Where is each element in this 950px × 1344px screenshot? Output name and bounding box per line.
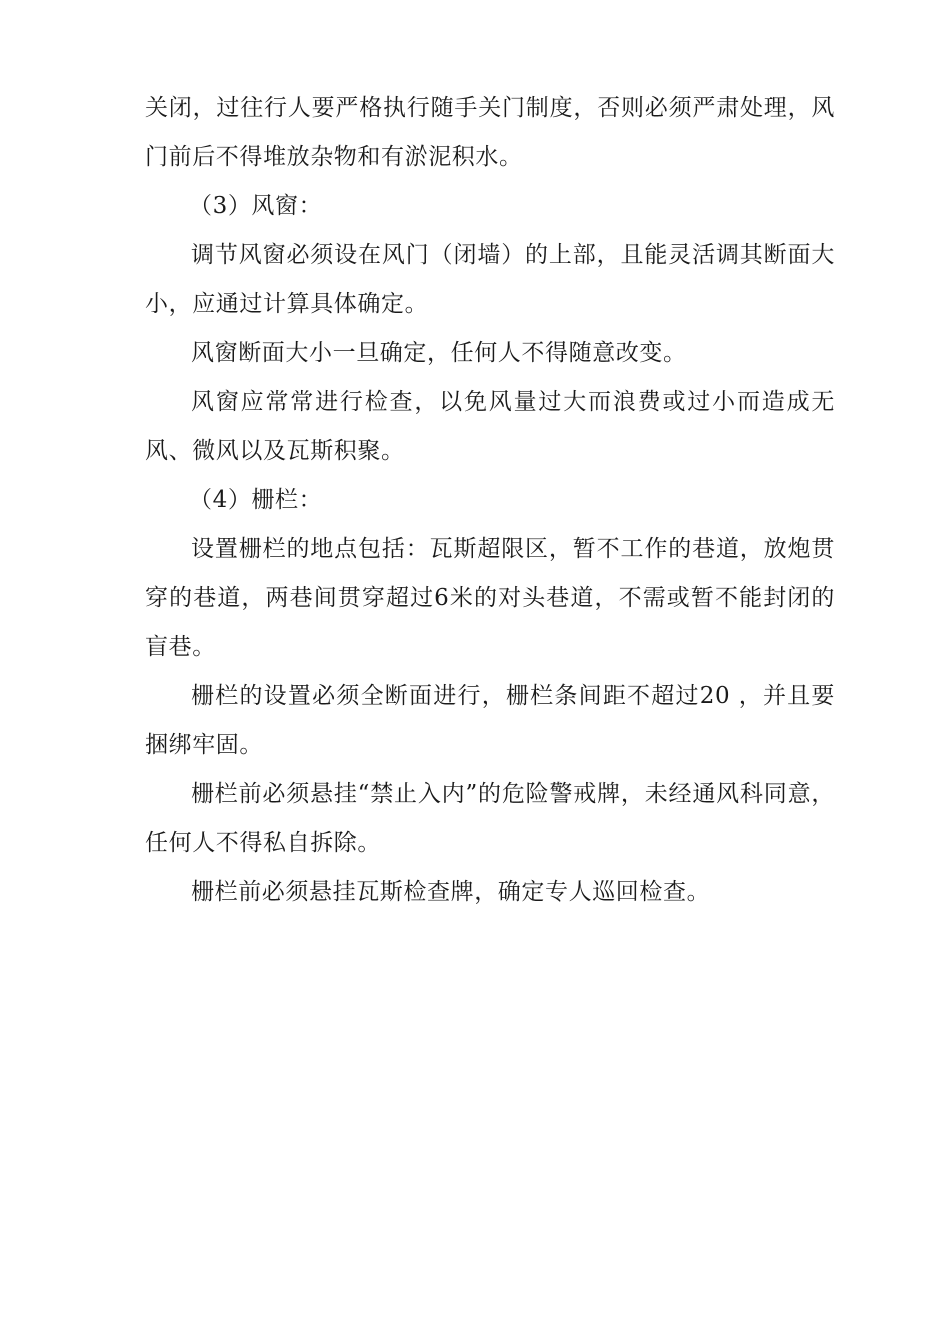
paragraph-fence-spacing: 栅栏的设置必须全断面进行，栅栏条间距不超过20 ，并且要捆绑牢固。 (145, 683, 835, 758)
paragraph-fence-gas-check: 栅栏前必须悬挂瓦斯检查牌，确定专人巡回检查。 (191, 879, 711, 905)
paragraph-fence-locations: 设置栅栏的地点包括：瓦斯超限区，暂不工作的巷道，放炮贯穿的巷道，两巷间贯穿超过6米的对头巷道，不需或暂不能封闭的盲巷。 (145, 536, 835, 660)
paragraph-air-window-position: 调节风窗必须设在风门（闭墙）的上部，且能灵活调其断面大小，应通过计算具体确定。 (145, 242, 835, 317)
paragraph-door-closing: 关闭，过往行人要严格执行随手关门制度，否则必须严肃处理，风门前后不得堆放杂物和有淤泥积水。 (145, 95, 835, 170)
paragraph-fence-warning-sign: 栅栏前必须悬挂“禁止入内”的危险警戒牌，未经通风科同意，任何人不得私自拆除。 (145, 781, 835, 856)
paragraph-air-window-fixed: 风窗断面大小一旦确定，任何人不得随意改变。 (191, 340, 687, 366)
document-body (145, 84, 835, 917)
section-heading-air-window: （3）风窗： (189, 193, 323, 219)
paragraph-air-window-inspection: 风窗应常常进行检查，以免风量过大而浪费或过小而造成无风、微风以及瓦斯积聚。 (145, 389, 835, 464)
section-heading-fence: （4）栅栏： (189, 487, 323, 513)
